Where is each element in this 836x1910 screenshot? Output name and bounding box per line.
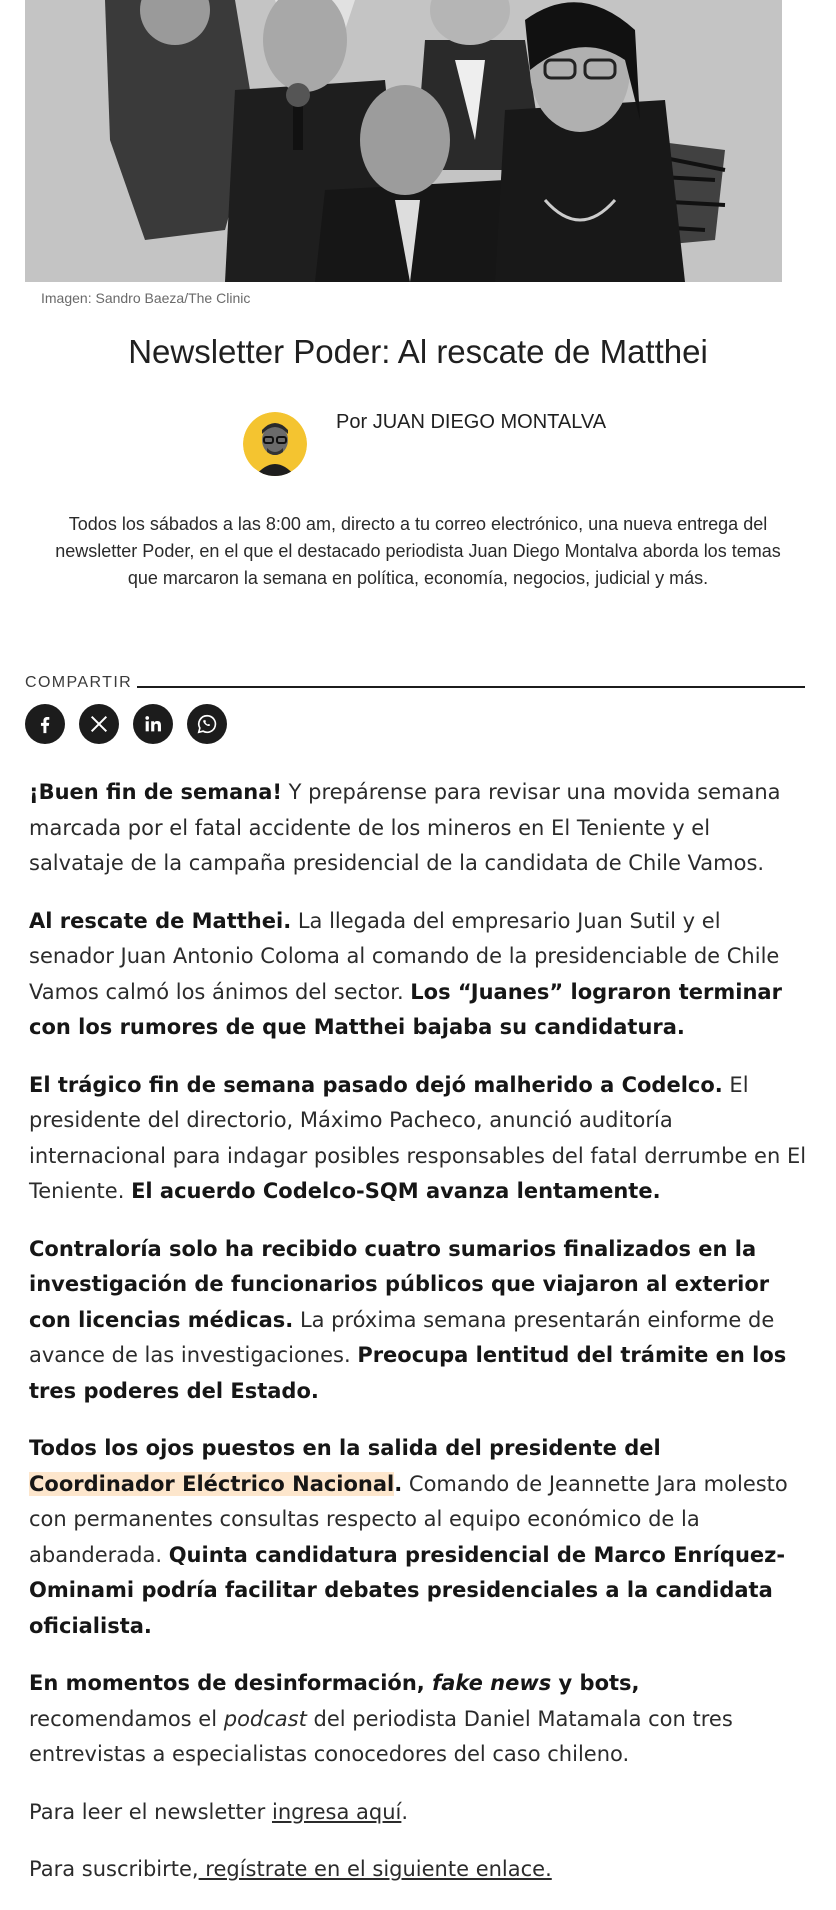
share-whatsapp-button[interactable] [187,704,227,744]
paragraph-emphasis: El acuerdo Codelco-SQM avanza lentamente. [131,1179,661,1203]
x-icon [88,713,110,735]
article-intro: Todos los sábados a las 8:00 am, directo a tu correo electrónico, una nueva entrega del newsletter Poder, en el que el destacado periodista Juan Diego Montalva aborda los temas que marcaron la semana en política, economía, negocios, judicial y más. [55,514,781,588]
paragraph [29,775,807,882]
hero-image [25,0,782,282]
paragraph-italic: podcast [223,1706,307,1731]
paragraph-lead: El trágico fin de semana pasado dejó malherido a Codelco. [29,1072,723,1097]
paragraph [29,1232,807,1410]
paragraph-text: Y prepárense para revisar una movida semana marcada por el fatal accidente de los mineros en El Teniente y el salvataje de la campaña presidencial de la candidata de Chile Vamos. [29,780,781,875]
newsletter-link[interactable]: ingresa aquí [271,1799,402,1824]
paragraph-text: Comando de Jeannette Jara molesto con permanentes consultas respecto al equipo económico de la abanderada. [29,1471,788,1567]
paragraph-emphasis: Los “Juanes” lograron terminar con los rumores de que Matthei bajaba su candidatura. [29,979,782,1039]
paragraph-text-end: del periodista Daniel Matamala con tres entrevistas a especialistas conocedores del caso chileno. [29,1706,733,1766]
share-linkedin-button[interactable] [133,704,173,744]
paragraph-lead: Contraloría solo ha recibido cuatro sumarios finalizados en la investigación de funcionarios públicos que viajaron al exterior con licencias médicas. [29,1236,770,1332]
paragraph-emphasis: Quinta candidatura presidencial de Marco Enríquez-Ominami podría facilitar debates presidenciales a la candidata oficialista. [29,1542,786,1638]
subscribe-link[interactable]: regístrate en el siguiente enlace. [198,1857,552,1881]
share-divider [137,686,805,688]
paragraph-text: El presidente del directorio, Máximo Pacheco, anunció auditoría internacional para indagar posibles responsables del fatal derrumbe en El Teniente. [29,1072,807,1203]
paragraph-text: La próxima semana presentarán einforme de avance de las investigaciones. [29,1307,775,1367]
hero-collage-illustration [25,0,782,282]
author-avatar[interactable] [243,412,307,476]
paragraph-lead: Al rescate de Matthei. [29,908,292,933]
paragraph-text: Para suscribirte, [29,1857,199,1881]
paragraph-lead-end: y bots, [551,1671,640,1695]
share-label: COMPARTIR [25,674,133,691]
paragraph-text: Para leer el newsletter [29,1799,272,1824]
paragraph [29,1431,807,1644]
article-body [29,775,807,1910]
whatsapp-icon [196,713,218,735]
paragraph-text: La llegada del empresario Juan Sutil y el senador Juan Antonio Coloma al comando de la presidenciable de Chile Vamos calmó los ánimos del sector. [29,908,780,1004]
paragraph-lead-italic: fake news [432,1671,552,1695]
paragraph [29,1666,807,1773]
share-facebook-button[interactable] [25,704,65,744]
paragraph [29,1068,807,1210]
paragraph-lead-end: . [394,1471,403,1496]
share-x-button[interactable] [79,704,119,744]
byline [336,411,606,434]
paragraph [29,904,807,1046]
paragraph [29,1795,807,1831]
byline-prefix: Por [336,411,368,433]
paragraph-emphasis: Preocupa lentitud del trámite en los tres poderes del Estado. [29,1343,787,1403]
paragraph [29,1852,807,1888]
author-portrait-illustration [243,412,307,476]
highlighted-term-link[interactable]: Coordinador Eléctrico Nacional [29,1471,395,1496]
paragraph-text: recomendamos el [29,1706,224,1731]
paragraph-lead: En momentos de desinformación, [29,1671,433,1695]
author-name-link[interactable]: JUAN DIEGO MONTALVA [372,411,607,433]
article-title: Newsletter Poder: Al rescate de Matthei [128,333,708,370]
linkedin-icon [142,713,164,735]
image-caption: Imagen: Sandro Baeza/The Clinic [41,290,251,306]
facebook-icon [34,713,56,735]
paragraph-lead: Todos los ojos puestos en la salida del presidente del [29,1436,661,1460]
paragraph-lead: ¡Buen fin de semana! [29,780,282,804]
paragraph-text-end: . [401,1799,409,1824]
